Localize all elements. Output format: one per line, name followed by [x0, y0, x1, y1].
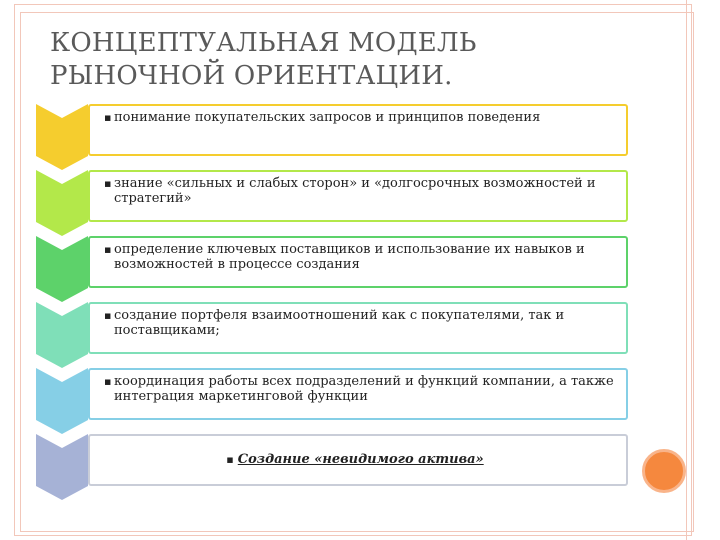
model-item-2 [36, 170, 628, 222]
model-item-5-text: координация работы всех подразделений и функций компании, а также интеграция маркетинговой функции [114, 374, 614, 404]
model-item-1 [36, 104, 628, 156]
model-item-2-text: знание «сильных и слабых сторон» и «долгосрочных возможностей и стратегий» [114, 176, 596, 206]
model-item-3 [36, 236, 628, 288]
model-item-2-box [88, 170, 628, 222]
model-item-4-box [88, 302, 628, 354]
decorative-line [686, 0, 687, 540]
chevron-shape-1 [36, 104, 88, 178]
model-item-4-text: создание портфеля взаимоотношений как с покупателями, так и поставщиками; [114, 308, 565, 338]
model-item-3-box [88, 236, 628, 288]
chevron-shape-2 [36, 170, 88, 244]
slide-title [50, 27, 650, 93]
model-item-3-text: определение ключевых поставщиков и использование их навыков и возможностей в процессе создания [114, 242, 585, 272]
model-item-5-box [88, 368, 628, 420]
model-item-6-box [88, 434, 628, 486]
decorative-circle [642, 449, 686, 493]
chevron-shape-6 [36, 434, 88, 508]
model-item-6 [36, 434, 628, 486]
bullet-icon: ▪ [104, 375, 112, 388]
chevron-shape-5 [36, 368, 88, 442]
chevron-shape-4 [36, 302, 88, 376]
bullet-icon: ▪ [226, 453, 234, 466]
model-item-1-text: понимание покупательских запросов и принципов поведения [114, 110, 541, 125]
model-item-4 [36, 302, 628, 354]
model-item-6-text: Создание «невидимого актива» [237, 452, 484, 467]
chevron-shape-3 [36, 236, 88, 310]
model-item-5 [36, 368, 628, 420]
model-item-1-box [88, 104, 628, 156]
bullet-icon: ▪ [104, 177, 112, 190]
bullet-icon: ▪ [104, 309, 112, 322]
title-line-1: КОНЦЕПТУАЛЬНАЯ МОДЕЛЬ [50, 28, 477, 58]
title-line-2: РЫНОЧНОЙ ОРИЕНТАЦИИ. [50, 61, 453, 91]
bullet-icon: ▪ [104, 243, 112, 256]
bullet-icon: ▪ [104, 111, 112, 124]
